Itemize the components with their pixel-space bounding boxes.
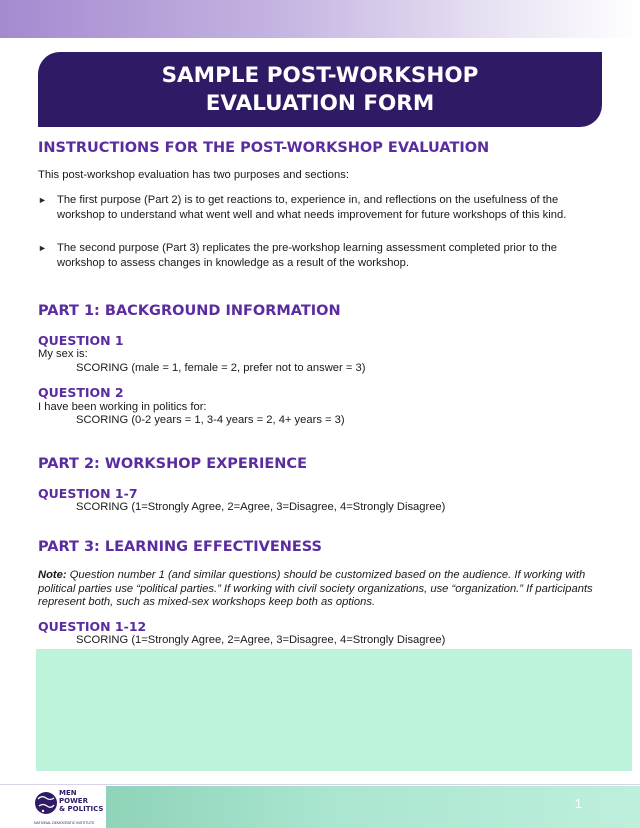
part3-heading: PART 3: LEARNING EFFECTIVENESS: [38, 539, 323, 555]
page-number: 1: [574, 796, 582, 811]
triangle-bullet-icon: ►: [38, 195, 47, 205]
part1-question2-text: I have been working in politics for:: [38, 401, 207, 413]
footer-divider: [0, 784, 640, 785]
part3-question-scoring: SCORING (1=Strongly Agree, 2=Agree, 3=Disagree, 4=Strongly Disagree): [76, 634, 446, 646]
part2-question-label: QUESTION 1-7: [38, 486, 138, 501]
triangle-bullet-icon: ►: [38, 243, 47, 253]
footer-band: [106, 786, 640, 828]
logo-subtitle: NATIONAL DEMOCRATIC INSTITUTE: [34, 821, 95, 825]
part1-heading: PART 1: BACKGROUND INFORMATION: [38, 303, 341, 319]
page-title: [38, 52, 602, 127]
highlight-box: [36, 649, 632, 771]
bullet-text: The second purpose (Part 3) replicates the pre-workshop learning assessment completed prior to the workshop to assess changes in knowledge as a result of the workshop.: [57, 242, 557, 269]
part1-question2-scoring: SCORING (0-2 years = 1, 3-4 years = 2, 4+ years = 3): [76, 414, 345, 426]
title-line-1: SAMPLE POST-WORKSHOP: [161, 62, 479, 88]
part2-heading: PART 2: WORKSHOP EXPERIENCE: [38, 456, 307, 472]
part1-question2-label: QUESTION 2: [38, 385, 124, 400]
globe-icon: [34, 789, 58, 819]
bullet-text: The first purpose (Part 2) is to get reactions to, experience in, and reflections on the usefulness of the workshop to understand what went well and what needs improvement for future workshops of this kind.: [57, 194, 567, 221]
top-gradient-band: [0, 0, 640, 38]
instructions-intro: This post-workshop evaluation has two purposes and sections:: [38, 169, 349, 181]
note-text: Question number 1 (and similar questions) should be customized based on the audience. If working with political parties use “political parties.” If working with civil society organizations, use “organization.” If participants represent both, such as mixed-sex workshops keep both as options.: [38, 569, 593, 608]
part1-question1-text: My sex is:: [38, 348, 88, 360]
logo-line-2: POWER: [59, 797, 88, 805]
logo-line-3: & POLITICS: [59, 805, 104, 813]
part1-question1-label: QUESTION 1: [38, 333, 124, 348]
note-label: Note:: [38, 569, 67, 581]
part3-note: [38, 569, 608, 610]
part1-question1-scoring: SCORING (male = 1, female = 2, prefer not to answer = 3): [76, 362, 366, 374]
part2-question-scoring: SCORING (1=Strongly Agree, 2=Agree, 3=Disagree, 4=Strongly Disagree): [76, 501, 446, 513]
logo: [34, 789, 104, 827]
logo-line-1: MEN: [59, 789, 77, 797]
instructions-heading: INSTRUCTIONS FOR THE POST-WORKSHOP EVALUATION: [38, 140, 490, 156]
part3-question-label: QUESTION 1-12: [38, 619, 147, 634]
title-line-2: EVALUATION FORM: [205, 90, 435, 116]
